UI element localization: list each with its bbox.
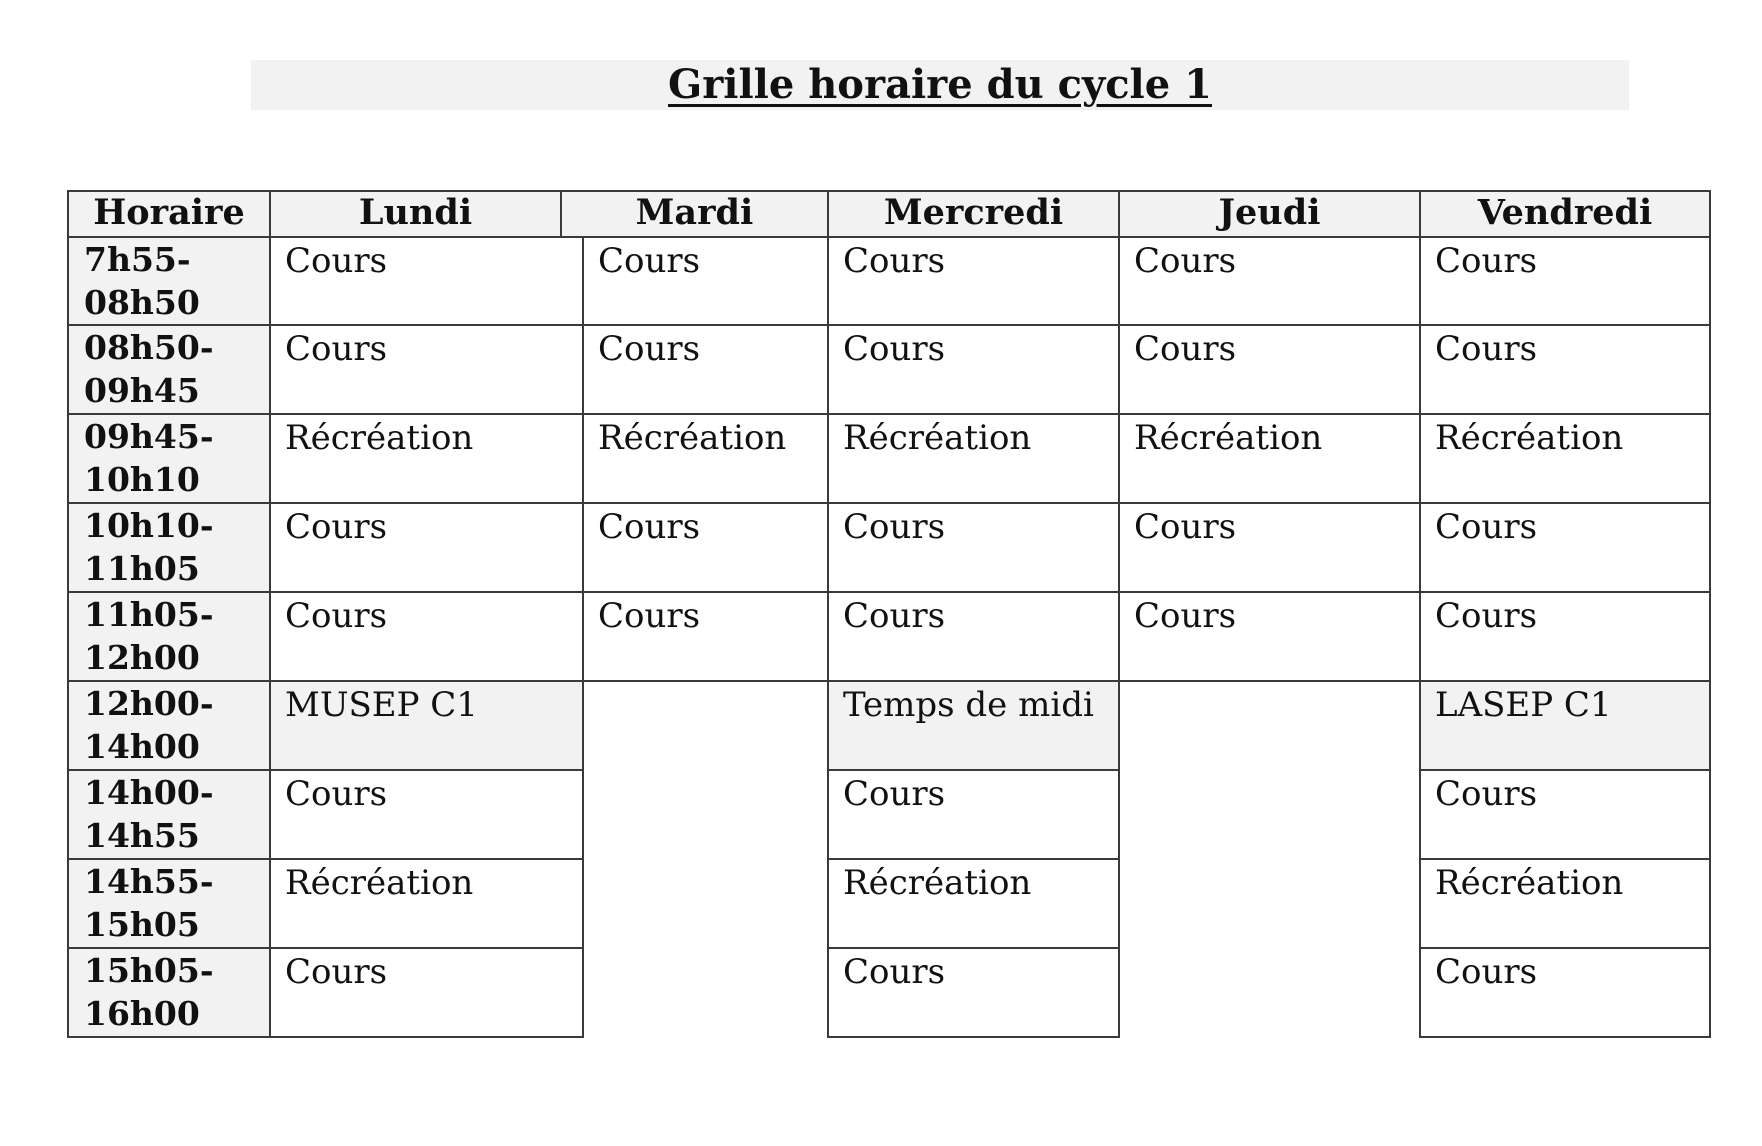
cell-mardi: Cours <box>582 324 829 415</box>
time-slot: 12h00- 14h00 <box>67 680 271 771</box>
cell-vendredi: Cours <box>1419 591 1711 682</box>
cell-mercredi: Cours <box>827 502 1120 593</box>
cell-vendredi: Cours <box>1419 324 1711 415</box>
cell-mercredi: Cours <box>827 769 1120 860</box>
cell-vendredi: Cours <box>1419 769 1711 860</box>
time-slot: 15h05- 16h00 <box>67 947 271 1038</box>
cell-vendredi: Cours <box>1419 947 1711 1038</box>
time-slot: 10h10- 11h05 <box>67 502 271 593</box>
cell-mardi: Cours <box>582 236 829 326</box>
cell-mercredi: Récréation <box>827 413 1120 504</box>
header-lundi: Lundi <box>269 190 562 238</box>
cell-lundi: Cours <box>269 236 584 326</box>
page-title: Grille horaire du cycle 1 <box>668 61 1212 108</box>
cell-mercredi: Temps de midi <box>827 680 1120 771</box>
cell-vendredi: Cours <box>1419 502 1711 593</box>
header-mercredi: Mercredi <box>827 190 1120 238</box>
cell-mercredi: Cours <box>827 947 1120 1038</box>
time-slot: 08h50- 09h45 <box>67 324 271 415</box>
header-mardi: Mardi <box>560 190 829 238</box>
cell-jeudi: Cours <box>1118 324 1421 415</box>
cell-jeudi: Cours <box>1118 236 1421 326</box>
cell-lundi: Cours <box>269 502 584 593</box>
cell-vendredi: Récréation <box>1419 858 1711 949</box>
time-slot: 7h55- 08h50 <box>67 236 271 326</box>
cell-vendredi: Récréation <box>1419 413 1711 504</box>
time-slot: 14h55- 15h05 <box>67 858 271 949</box>
cell-mercredi: Cours <box>827 236 1120 326</box>
cell-mercredi: Cours <box>827 591 1120 682</box>
cell-jeudi: Cours <box>1118 591 1421 682</box>
header-horaire: Horaire <box>67 190 271 238</box>
header-vendredi: Vendredi <box>1419 190 1711 238</box>
cell-mardi: Récréation <box>582 413 829 504</box>
header-jeudi: Jeudi <box>1118 190 1421 238</box>
time-slot: 09h45- 10h10 <box>67 413 271 504</box>
cell-jeudi: Récréation <box>1118 413 1421 504</box>
cell-lundi: Cours <box>269 947 584 1038</box>
cell-mercredi: Cours <box>827 324 1120 415</box>
cell-lundi: Cours <box>269 324 584 415</box>
cell-lundi: Cours <box>269 591 584 682</box>
time-slot: 14h00- 14h55 <box>67 769 271 860</box>
cell-vendredi: Cours <box>1419 236 1711 326</box>
cell-jeudi: Cours <box>1118 502 1421 593</box>
cell-vendredi: LASEP C1 <box>1419 680 1711 771</box>
cell-mardi: Cours <box>582 502 829 593</box>
cell-mercredi: Récréation <box>827 858 1120 949</box>
cell-lundi: Cours <box>269 769 584 860</box>
cell-lundi: Récréation <box>269 413 584 504</box>
cell-lundi: MUSEP C1 <box>269 680 584 771</box>
time-slot: 11h05- 12h00 <box>67 591 271 682</box>
cell-lundi: Récréation <box>269 858 584 949</box>
cell-mardi: Cours <box>582 591 829 682</box>
